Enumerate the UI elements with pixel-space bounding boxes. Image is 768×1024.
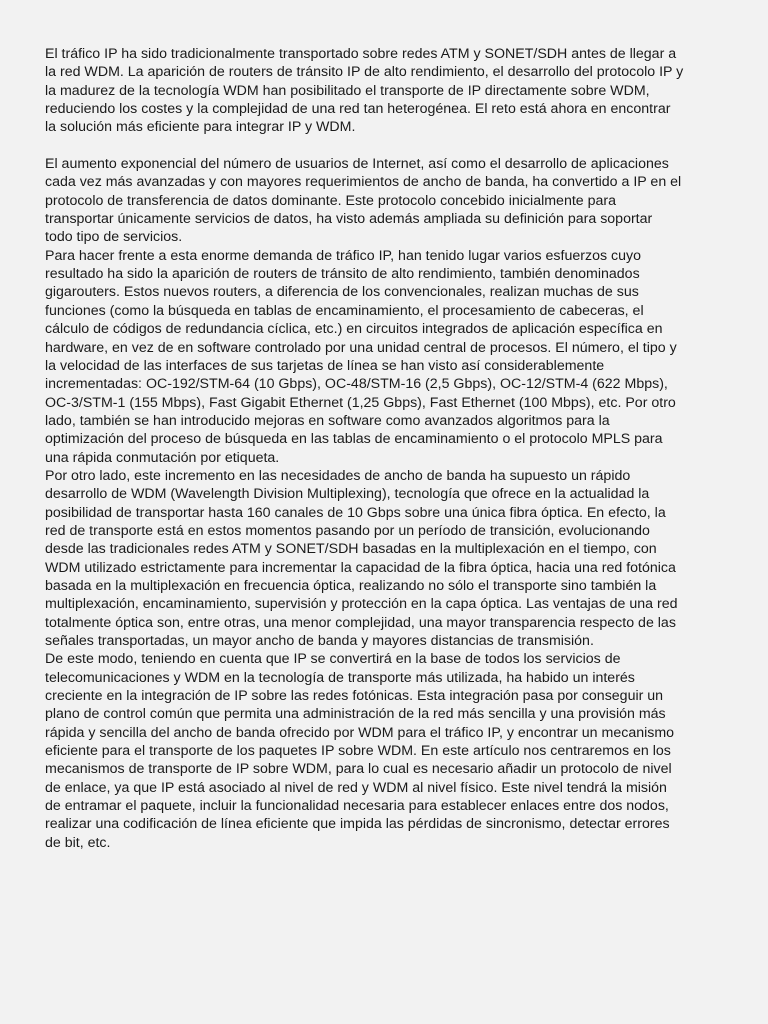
text-line: El tráfico IP ha sido tradicionalmente transportado sobre redes ATM y SONET/SDH antes de llegar a: [45, 46, 677, 62]
text-line: una rápida conmutación por etiqueta.: [45, 449, 280, 466]
text-line: de bit, etc.: [45, 834, 111, 851]
text-line: desarrollo de WDM (Wavelength Division Multiplexing), tecnología que ofrece en la actualidad la: [45, 486, 650, 503]
paragraph: [45, 467, 735, 650]
text-line: eficiente para el transporte de los paquetes IP sobre WDM. En este artículo nos centraremos en los: [45, 743, 671, 760]
text-line: reduciendo los costes y la complejidad de una red tan heterogénea. El reto está ahora en encontrar: [45, 101, 671, 118]
paragraph: [45, 247, 735, 467]
text-line: funciones (como la búsqueda en tablas de encaminamiento, el procesamiento de cabeceras, el: [45, 302, 644, 319]
paragraph: [45, 650, 735, 852]
text-line: la red WDM. La aparición de routers de tránsito IP de alto rendimiento, el desarrollo del protocolo IP y: [45, 64, 684, 81]
text-line: de enlace, ya que IP está asociado al nivel de red y WDM al nivel físico. Este nivel tendrá la misión: [45, 779, 667, 796]
text-line: mecanismos de transporte de IP sobre WDM, para lo cual es necesario añadir un protocolo de nivel: [45, 761, 672, 778]
text-line: cálculo de códigos de redundancia cíclica, etc.) en circuitos integrados de aplicación específica en: [45, 321, 663, 338]
text-line: lado, también se han introducido mejoras en software como avanzados algoritmos para la: [45, 412, 610, 429]
text-line: El aumento exponencial del número de usuarios de Internet, así como el desarrollo de aplicaciones: [45, 156, 669, 173]
text-line: Para hacer frente a esta enorme demanda de tráfico IP, han tenido lugar varios esfuerzos cuyo: [45, 247, 641, 264]
document-body: [45, 45, 735, 852]
text-line: realizar una codificación de línea eficiente que impida las pérdidas de sincronismo, detectar errores: [45, 816, 670, 833]
text-line: protocolo de transferencia de datos dominante. Este protocolo concebido inicialmente para: [45, 192, 617, 209]
paragraph: [45, 155, 735, 247]
text-line: red de transporte está en estos momentos pasando por un período de transición, evolucionando: [45, 522, 650, 539]
text-line: señales transportadas, un mayor ancho de banda y mayores distancias de transmisión.: [45, 633, 594, 649]
text-line: resultado ha sido la aparición de routers de tránsito de alto rendimiento, también denominados: [45, 266, 640, 283]
text-line: plano de control común que permita una administración de la red más sencilla y una provisión más: [45, 706, 666, 723]
paragraph: [45, 45, 735, 137]
text-line: optimización del proceso de búsqueda en las tablas de encaminamiento o el protocolo MPLS para: [45, 431, 663, 448]
text-line: la solución más eficiente para integrar IP y WDM.: [45, 119, 356, 136]
text-line: rápida y sencilla del ancho de banda ofrecido por WDM para el tráfico IP, y encontrar un mecanismo: [45, 724, 675, 741]
text-line: creciente en la integración de IP sobre las redes fotónicas. Esta integración pasa por conseguir un: [45, 688, 664, 705]
text-line: desde las tradicionales redes ATM y SONET/SDH basadas en la multiplexación en el tiempo, con: [45, 541, 657, 558]
text-line: De este modo, teniendo en cuenta que IP se convertirá en la base de todos los servicios de: [45, 651, 621, 668]
text-line: OC-3/STM-1 (155 Mbps), Fast Gigabit Ethernet (1,25 Gbps), Fast Ethernet (100 Mbps), etc. Por otro: [45, 394, 676, 411]
text-line: transportar únicamente servicios de datos, ha visto además ampliada su definición para soportar: [45, 211, 653, 228]
text-line: WDM utilizado estrictamente para incrementar la capacidad de la fibra óptica, hacia una red fotónica: [45, 559, 676, 576]
text-line: todo tipo de servicios.: [45, 229, 183, 246]
text-line: Por otro lado, este incremento en las necesidades de ancho de banda ha supuesto un rápido: [45, 467, 631, 484]
text-line: cada vez más avanzadas y con mayores requerimientos de ancho de banda, ha convertido a IP en el: [45, 174, 682, 191]
text-line: la madurez de la tecnología WDM han posibilitado el transporte de IP directamente sobre WDM,: [45, 82, 650, 99]
text-line: posibilidad de transportar hasta 160 canales de 10 Gbps sobre una única fibra óptica. En efecto, la: [45, 504, 666, 521]
text-line: hardware, en vez de en software controlado por una unidad central de procesos. El número, el tipo y: [45, 339, 677, 356]
text-line: multiplexación, encaminamiento, supervisión y protección en la capa óptica. Las ventajas de una red: [45, 596, 678, 613]
text-line: telecomunicaciones y WDM en la tecnología de transporte más utilizada, ha habido un interés: [45, 669, 635, 686]
text-line: totalmente óptica son, entre otras, una menor complejidad, una mayor transparencia respecto de las: [45, 614, 676, 631]
text-line: de entramar el paquete, incluir la funcionalidad necesaria para establecer enlaces entre dos nodos,: [45, 798, 669, 815]
text-line: la velocidad de las interfaces de sus tarjetas de línea se han visto así considerablemente: [45, 357, 605, 374]
text-line: basada en la multiplexación en frecuencia óptica, realizando no sólo el transporte sino también la: [45, 577, 657, 594]
text-line: gigarouters. Estos nuevos routers, a diferencia de los convencionales, realizan muchas de sus: [45, 284, 639, 301]
text-line: incrementadas: OC-192/STM-64 (10 Gbps), OC-48/STM-16 (2,5 Gbps), OC-12/STM-4 (622 Mbps),: [45, 376, 668, 393]
paragraph-gap: [45, 137, 735, 155]
